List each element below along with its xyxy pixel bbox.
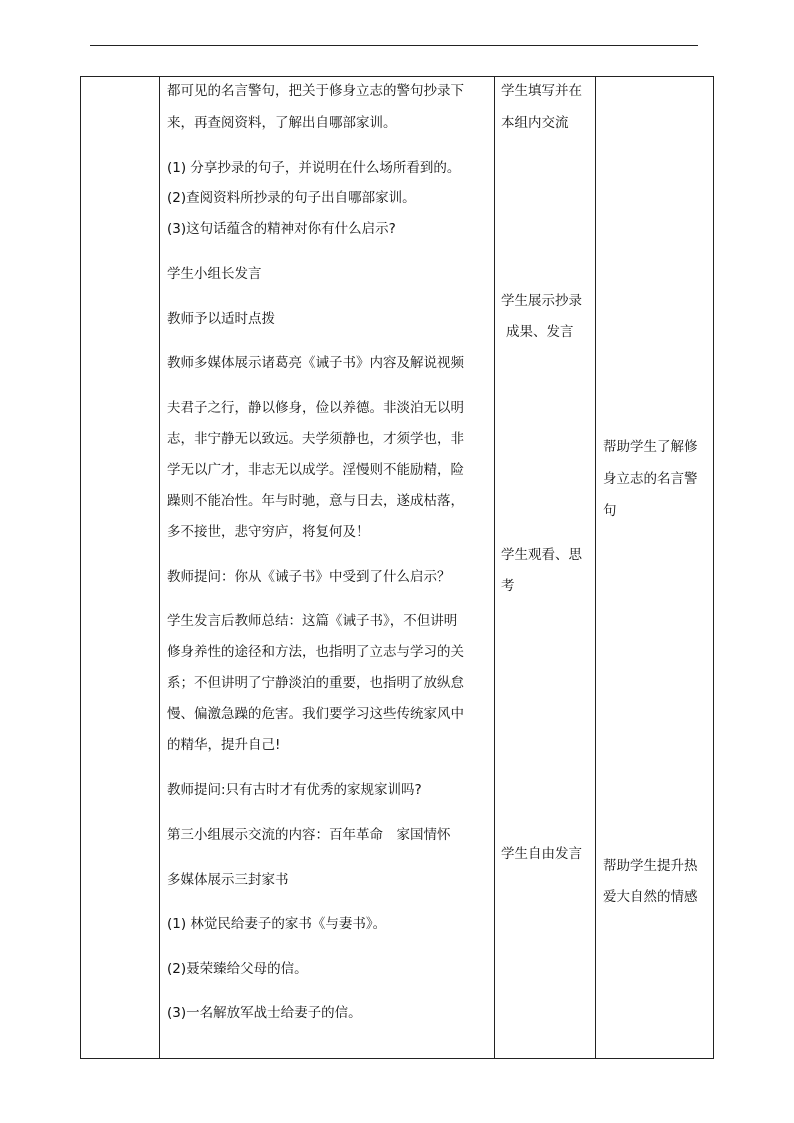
activity-1-line-2: 本组内交流 [501,115,569,131]
activity-1-line-1: 学生填写并在 [501,83,582,99]
purpose-2-line: 帮助学生提升热 [603,858,698,874]
purpose-1-line: 帮助学生了解修 [603,439,698,455]
question-3: (3)这句话蕴含的精神对你有什么启示? [167,221,396,237]
summary-line: 学生发言后教师总结：这篇《诫子书》，不但讲明 [167,613,458,629]
activity-4: 学生自由发言 [501,846,582,862]
activity-2-line-2: 成果、发言 [506,324,574,340]
letter-item: (2)聂荣臻给父母的信。 [167,961,308,977]
summary-line: 慢、偏激急躁的危害。我们要学习这些传统家风中 [167,706,464,722]
activity-3-line-2: 考 [501,578,515,594]
letter-item: (1) 林觉民给妻子的家书《与妻书》。 [167,916,387,932]
quote-line: 志，非宁静无以致远。夫学须静也，才须学也，非 [167,431,464,447]
letter-item: (3)一名解放军战士给妻子的信。 [167,1005,362,1021]
question-1: (1) 分享抄录的句子，并说明在什么场所看到的。 [167,160,461,176]
column-divider-3 [595,76,596,1059]
media-show: 教师多媒体展示诸葛亮《诫子书》内容及解说视频 [167,355,464,371]
media-letters: 多媒体展示三封家书 [167,872,289,888]
column-divider-2 [494,76,495,1059]
group-3-topic: 第三小组展示交流的内容：百年革命 家国情怀 [167,827,451,843]
leader-speech: 学生小组长发言 [167,266,262,282]
activity-3-line-1: 学生观看、思 [501,547,582,563]
purpose-2-line: 爱大自然的情感 [603,889,698,905]
quote-line: 学无以广才，非志无以成学。淫慢则不能励精，险 [167,462,464,478]
column-divider-1 [159,76,160,1059]
intro-line-2: 来，再查阅资料，了解出自哪部家训。 [167,115,397,131]
header-rule [90,45,698,46]
purpose-1-line: 句 [603,503,617,519]
summary-line: 系；不但讲明了宁静淡泊的重要，也指明了放纵怠 [167,675,464,691]
quote-line: 多不接世，悲守穷庐，将复何及！ [167,524,370,540]
teacher-guide: 教师予以适时点拨 [167,311,275,327]
summary-line: 的精华，提升自己! [167,737,281,753]
question-2: (2)查阅资料所抄录的句子出自哪部家训。 [167,190,416,206]
quote-line: 夫君子之行，静以修身，俭以养德。非淡泊无以明 [167,400,464,416]
summary-line: 修身养性的途径和方法，也指明了立志与学习的关 [167,644,464,660]
quote-line: 躁则不能冶性。年与时驰，意与日去，遂成枯落， [167,493,464,509]
intro-line-1: 都可见的名言警句，把关于修身立志的警句抄录下 [167,83,464,99]
purpose-1-line: 身立志的名言警 [603,471,698,487]
activity-2-line-1: 学生展示抄录 [501,293,582,309]
teacher-question: 教师提问：你从《诫子书》中受到了什么启示？ [167,569,451,585]
teacher-question-2: 教师提问:只有古时才有优秀的家规家训吗? [167,782,422,798]
